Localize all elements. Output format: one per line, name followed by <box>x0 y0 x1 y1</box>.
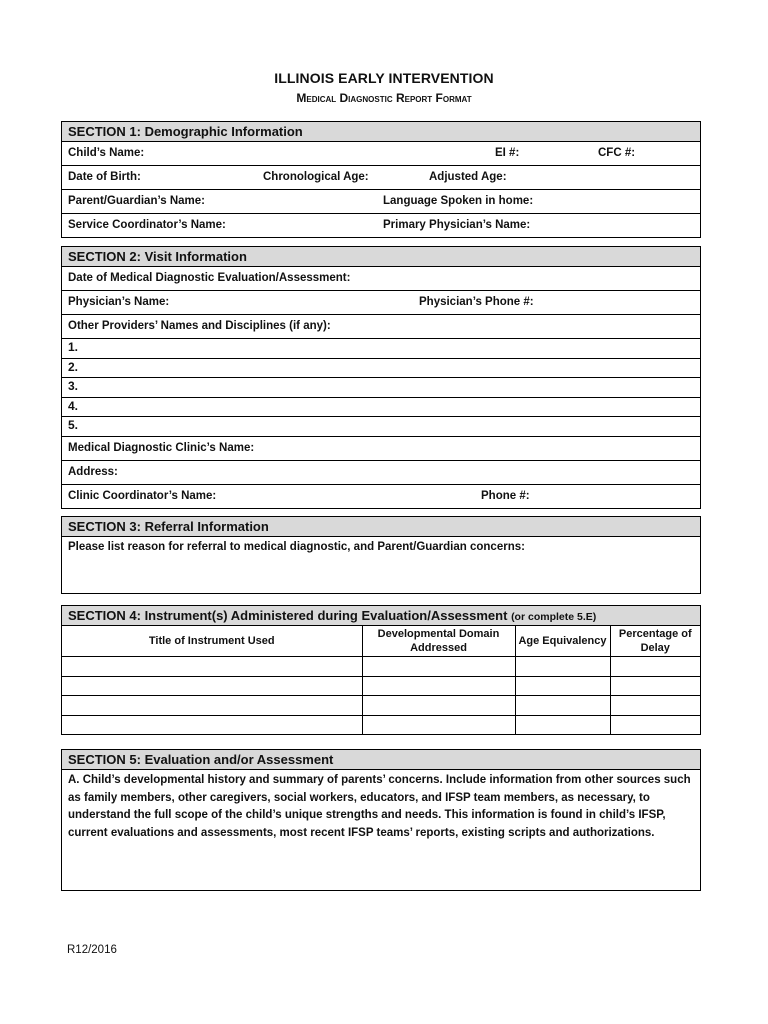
row-service-coordinator[interactable] <box>62 214 700 237</box>
revision-date: R12/2016 <box>67 944 117 956</box>
provider-line-2[interactable] <box>62 359 700 379</box>
table-cell[interactable] <box>610 657 700 677</box>
provider-number: 3. <box>68 379 79 394</box>
developmental-history-field[interactable] <box>62 770 700 844</box>
cfc-number-label: CFC #: <box>598 147 636 159</box>
section-5-evaluation <box>61 749 701 891</box>
table-cell[interactable] <box>62 676 362 696</box>
phone-label: Phone #: <box>481 489 530 502</box>
table-cell[interactable] <box>62 657 362 677</box>
provider-line-4[interactable] <box>62 398 700 418</box>
section-4-heading <box>62 606 700 626</box>
section-3-referral <box>61 516 701 594</box>
section-4-heading-note: (or complete 5.E) <box>511 611 597 623</box>
physician-phone-label: Physician’s Phone #: <box>419 296 534 308</box>
column-header: Developmental Domain Addressed <box>362 626 515 657</box>
provider-number: 2. <box>68 359 79 374</box>
row-clinic-coordinator[interactable] <box>62 485 700 508</box>
row-date-of-birth[interactable] <box>62 166 700 190</box>
evaluation-date-label: Date of Medical Diagnostic Evaluation/Assessment: <box>68 272 351 284</box>
instrument-table-header <box>62 626 700 657</box>
section-2-heading: SECTION 2: Visit Information <box>62 247 700 267</box>
provider-number: 1. <box>68 340 79 354</box>
developmental-history-prompt: A. Child’s developmental history and summary of parents’ concerns. Include information from other sources such as family members, other caregivers, social workers, educators, and IFSP team members, as necessary, to understand the full scope of the child’s unique strengths and needs. This information is found in child’s IFSP, current evaluations and assessments, most recent IFSP teams’ reports, existing scripts and authorizations. <box>68 774 691 839</box>
parent-guardian-label: Parent/Guardian’s Name: <box>68 195 205 207</box>
physician-name-label: Physician’s Name: <box>68 296 170 308</box>
table-cell[interactable] <box>362 696 515 716</box>
section-3-heading: SECTION 3: Referral Information <box>62 517 700 537</box>
row-physician[interactable] <box>62 291 700 315</box>
row-parent-guardian[interactable] <box>62 190 700 214</box>
table-cell[interactable] <box>62 715 362 734</box>
row-address[interactable] <box>62 461 700 485</box>
table-cell[interactable] <box>62 696 362 716</box>
column-header: Percentage of Delay <box>610 626 700 657</box>
language-spoken-label: Language Spoken in home: <box>383 195 534 207</box>
childs-name-label: Child’s Name: <box>68 147 145 159</box>
form-subtitle: Medical Diagnostic Report Format <box>296 91 472 105</box>
provider-number: 5. <box>68 418 79 433</box>
adjusted-age-label: Adjusted Age: <box>429 171 507 183</box>
table-row <box>62 696 700 716</box>
table-cell[interactable] <box>362 676 515 696</box>
chronological-age-label: Chronological Age: <box>263 171 369 183</box>
table-cell[interactable] <box>515 676 610 696</box>
column-header: Age Equivalency <box>515 626 610 657</box>
instrument-table <box>62 626 700 734</box>
row-other-providers[interactable] <box>62 315 700 339</box>
ei-number-label: EI #: <box>495 147 520 159</box>
section-4-heading-text: SECTION 4: Instrument(s) Administered during Evaluation/Assessment <box>68 608 508 623</box>
clinic-name-label: Medical Diagnostic Clinic’s Name: <box>68 441 255 454</box>
table-cell[interactable] <box>610 676 700 696</box>
date-of-birth-label: Date of Birth: <box>68 171 141 183</box>
section-1-demographic <box>61 121 701 238</box>
section-1-heading: SECTION 1: Demographic Information <box>62 122 700 142</box>
primary-physician-label: Primary Physician’s Name: <box>383 219 531 231</box>
row-evaluation-date[interactable] <box>62 267 700 291</box>
row-childs-name[interactable] <box>62 142 700 166</box>
table-row <box>62 657 700 677</box>
provider-line-3[interactable] <box>62 378 700 398</box>
section-5-heading: SECTION 5: Evaluation and/or Assessment <box>62 750 700 770</box>
provider-line-1[interactable] <box>62 339 700 359</box>
form-title: ILLINOIS EARLY INTERVENTION <box>274 70 494 86</box>
address-label: Address: <box>68 465 118 478</box>
table-cell[interactable] <box>515 696 610 716</box>
table-cell[interactable] <box>610 696 700 716</box>
section-2-visit <box>61 246 701 509</box>
clinic-coordinator-label: Clinic Coordinator’s Name: <box>68 489 217 502</box>
section-4-instruments <box>61 605 701 735</box>
table-cell[interactable] <box>610 715 700 734</box>
table-row <box>62 715 700 734</box>
table-row <box>62 676 700 696</box>
referral-reason-field[interactable] <box>62 537 700 559</box>
service-coordinator-label: Service Coordinator’s Name: <box>68 219 226 231</box>
provider-number: 4. <box>68 398 79 413</box>
other-providers-label: Other Providers’ Names and Disciplines (if any): <box>68 320 331 332</box>
table-cell[interactable] <box>362 657 515 677</box>
column-header: Title of Instrument Used <box>62 626 362 657</box>
provider-line-5[interactable] <box>62 417 700 437</box>
table-cell[interactable] <box>515 657 610 677</box>
referral-reason-prompt: Please list reason for referral to medical diagnostic, and Parent/Guardian concerns: <box>68 541 525 553</box>
table-cell[interactable] <box>362 715 515 734</box>
row-clinic-name[interactable] <box>62 437 700 461</box>
table-cell[interactable] <box>515 715 610 734</box>
